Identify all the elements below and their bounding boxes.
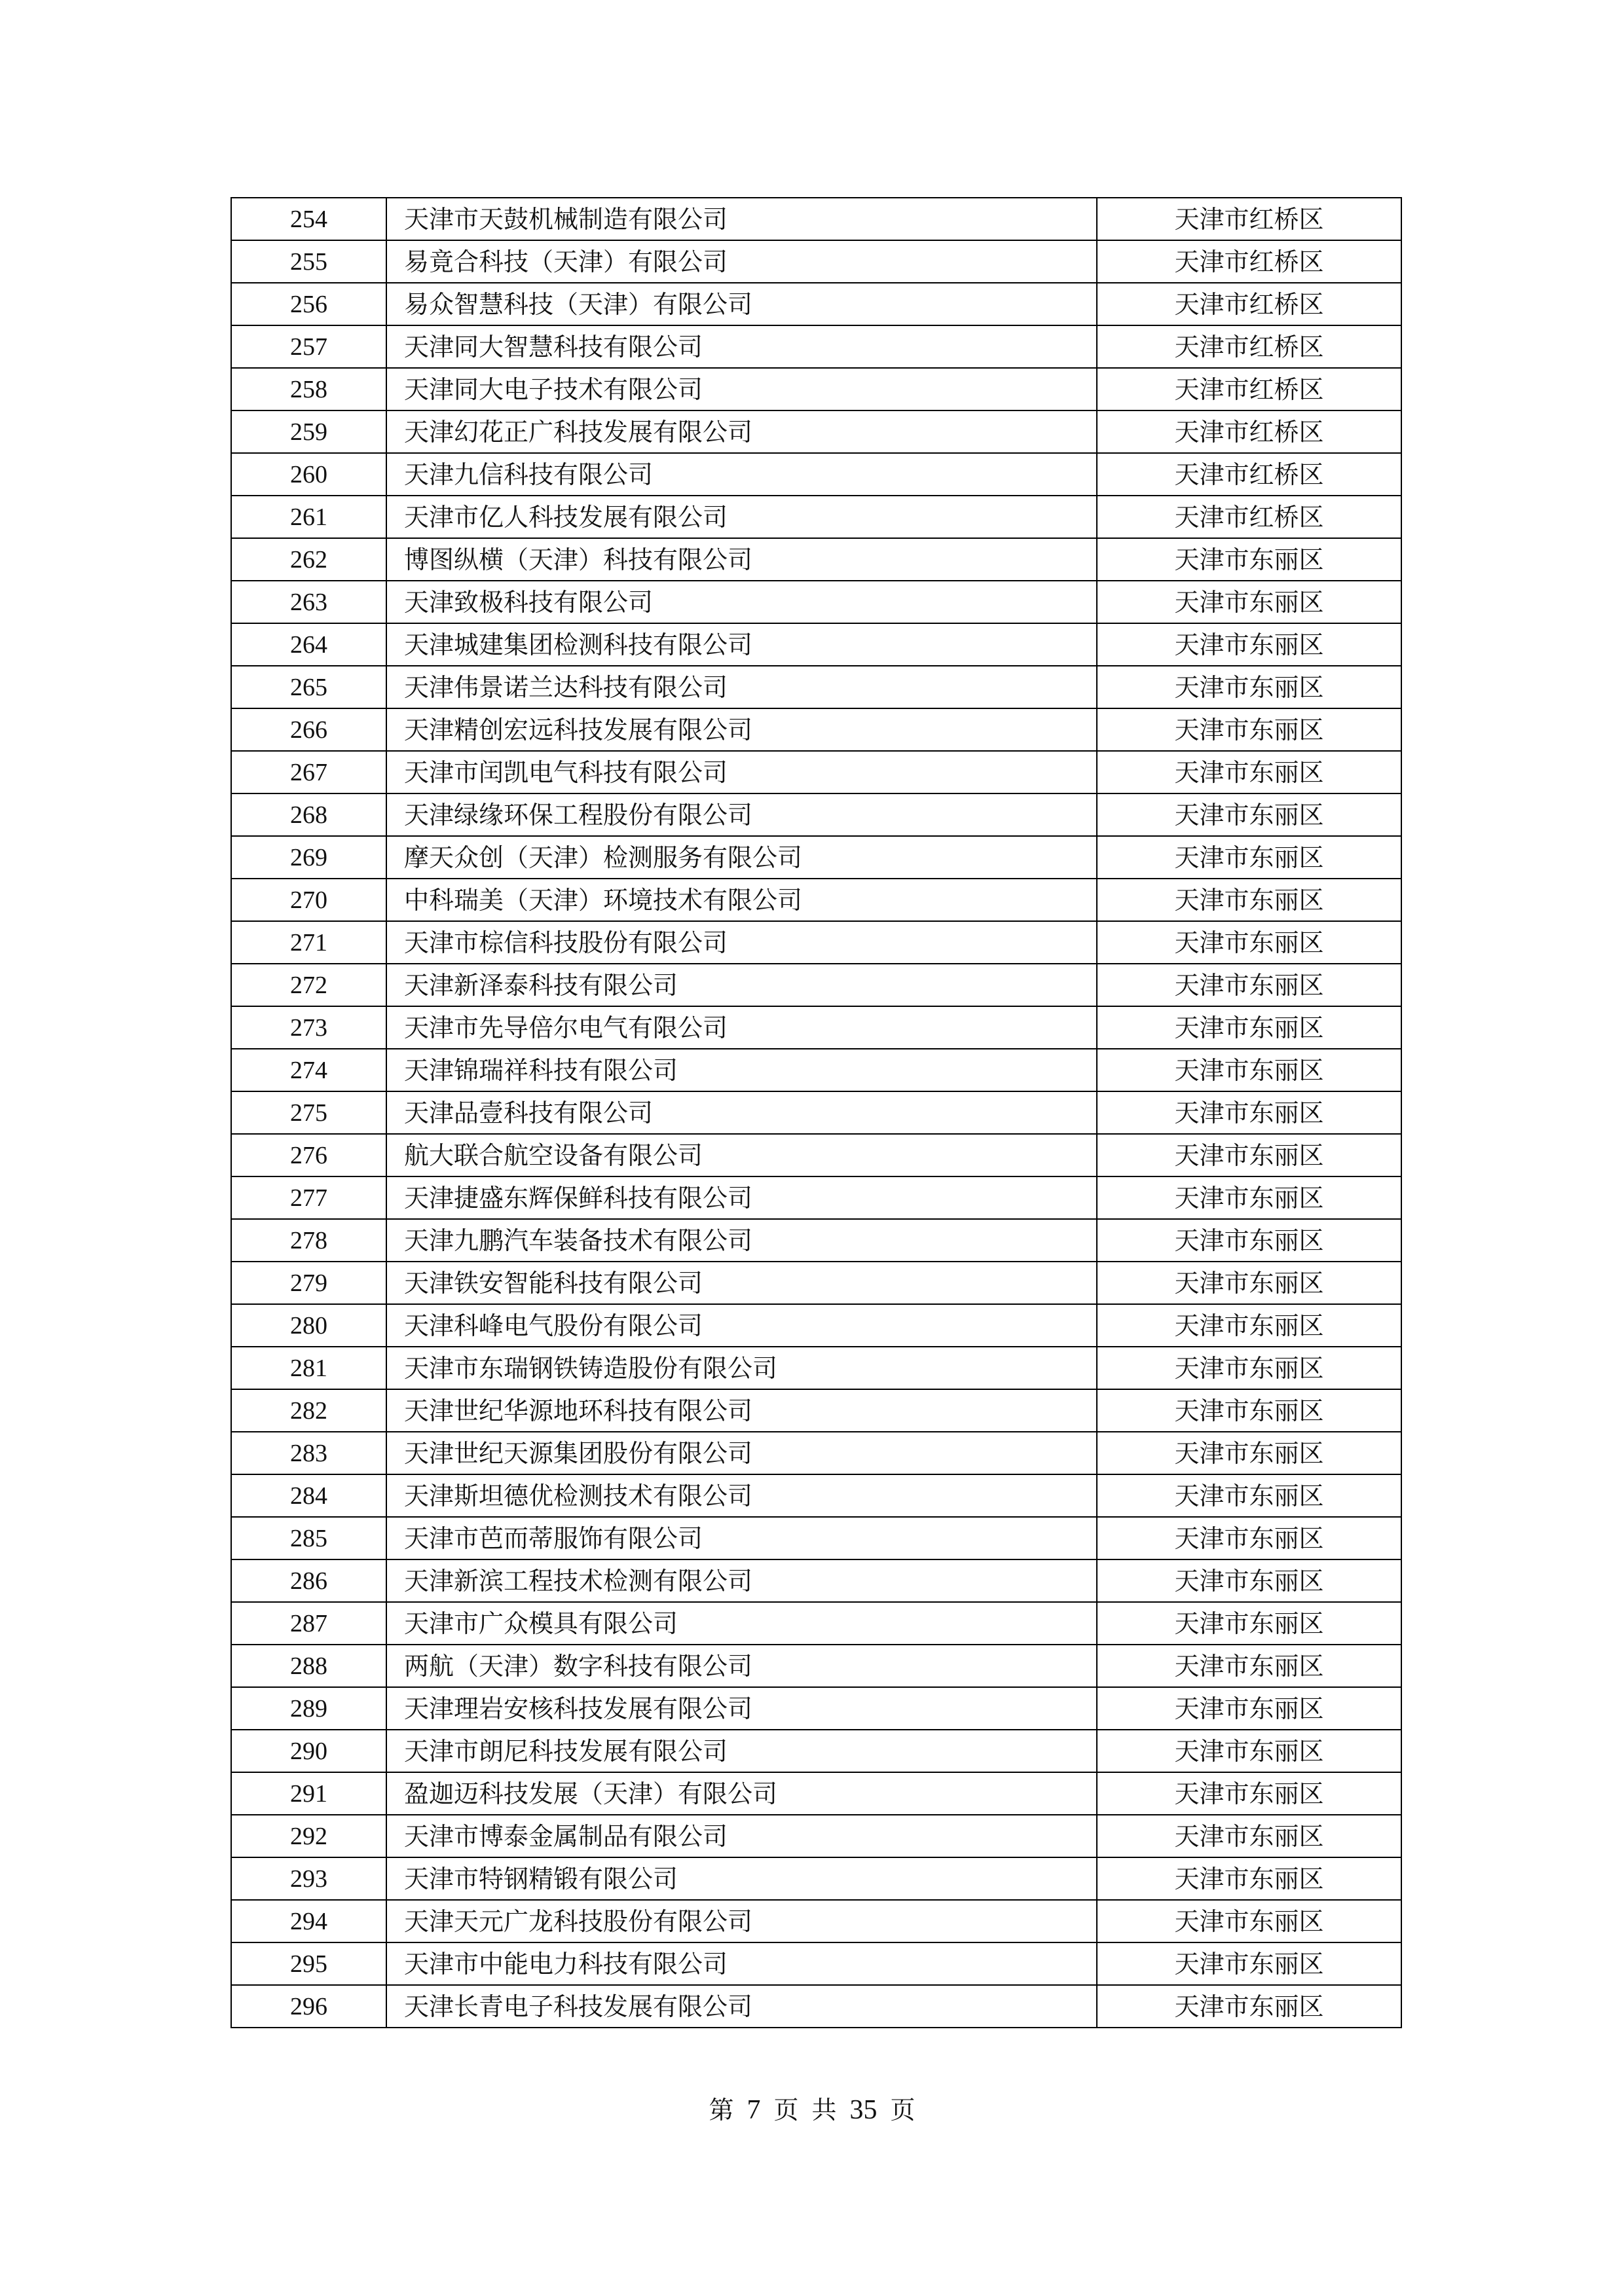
- company-name-cell: 天津市亿人科技发展有限公司: [386, 496, 1097, 538]
- table-row: [231, 240, 1401, 283]
- company-name-cell: 天津城建集团检测科技有限公司: [386, 623, 1097, 666]
- row-number-cell: 291: [231, 1772, 386, 1815]
- row-number-cell: 261: [231, 496, 386, 538]
- district-cell: 天津市东丽区: [1097, 1347, 1401, 1389]
- row-number-cell: 277: [231, 1176, 386, 1219]
- company-name-cell: 天津市先导倍尔电气有限公司: [386, 1006, 1097, 1049]
- footer-page-word: 页: [773, 2096, 799, 2124]
- row-number-cell: 289: [231, 1687, 386, 1730]
- district-cell: 天津市红桥区: [1097, 410, 1401, 453]
- company-name-cell: 天津九信科技有限公司: [386, 453, 1097, 496]
- row-number-cell: 281: [231, 1347, 386, 1389]
- table-row: [231, 879, 1401, 921]
- district-cell: 天津市东丽区: [1097, 1304, 1401, 1347]
- row-number-cell: 254: [231, 198, 386, 240]
- row-number-cell: 266: [231, 708, 386, 751]
- table-row: [231, 1176, 1401, 1219]
- table-row: [231, 1772, 1401, 1815]
- table-row: [231, 708, 1401, 751]
- table-row: [231, 1304, 1401, 1347]
- company-name-cell: 易众智慧科技（天津）有限公司: [386, 283, 1097, 325]
- district-cell: 天津市东丽区: [1097, 1389, 1401, 1432]
- company-name-cell: 盈迦迈科技发展（天津）有限公司: [386, 1772, 1097, 1815]
- row-number-cell: 286: [231, 1559, 386, 1602]
- row-number-cell: 271: [231, 921, 386, 964]
- district-cell: 天津市红桥区: [1097, 198, 1401, 240]
- company-name-cell: 天津市博泰金属制品有限公司: [386, 1815, 1097, 1857]
- row-number-cell: 292: [231, 1815, 386, 1857]
- district-cell: 天津市红桥区: [1097, 368, 1401, 410]
- table-row: [231, 1474, 1401, 1517]
- district-cell: 天津市东丽区: [1097, 1176, 1401, 1219]
- row-number-cell: 260: [231, 453, 386, 496]
- total-page-count: 35: [849, 2095, 877, 2125]
- table-row: [231, 198, 1401, 240]
- company-name-cell: 天津理岩安核科技发展有限公司: [386, 1687, 1097, 1730]
- row-number-cell: 272: [231, 964, 386, 1006]
- row-number-cell: 257: [231, 325, 386, 368]
- district-cell: 天津市东丽区: [1097, 708, 1401, 751]
- table-row: [231, 793, 1401, 836]
- district-cell: 天津市东丽区: [1097, 879, 1401, 921]
- district-cell: 天津市东丽区: [1097, 1432, 1401, 1474]
- row-number-cell: 269: [231, 836, 386, 879]
- company-name-cell: 中科瑞美（天津）环境技术有限公司: [386, 879, 1097, 921]
- row-number-cell: 283: [231, 1432, 386, 1474]
- company-name-cell: 天津市芭而蒂服饰有限公司: [386, 1517, 1097, 1559]
- footer-suffix: 页: [890, 2096, 915, 2124]
- row-number-cell: 268: [231, 793, 386, 836]
- company-name-cell: 易竟合科技（天津）有限公司: [386, 240, 1097, 283]
- company-name-cell: 天津品壹科技有限公司: [386, 1091, 1097, 1134]
- table-row: [231, 964, 1401, 1006]
- table-row: [231, 1091, 1401, 1134]
- table-row: [231, 1006, 1401, 1049]
- district-cell: 天津市东丽区: [1097, 921, 1401, 964]
- company-name-cell: 天津市天鼓机械制造有限公司: [386, 198, 1097, 240]
- table-row: [231, 1815, 1401, 1857]
- company-name-cell: 博图纵横（天津）科技有限公司: [386, 538, 1097, 581]
- district-cell: 天津市东丽区: [1097, 836, 1401, 879]
- company-name-cell: 天津精创宏远科技发展有限公司: [386, 708, 1097, 751]
- footer-total-word: 共: [811, 2096, 837, 2124]
- row-number-cell: 259: [231, 410, 386, 453]
- company-name-cell: 航大联合航空设备有限公司: [386, 1134, 1097, 1176]
- district-cell: 天津市东丽区: [1097, 1474, 1401, 1517]
- district-cell: 天津市东丽区: [1097, 964, 1401, 1006]
- table-row: [231, 1602, 1401, 1645]
- table-row: [231, 1730, 1401, 1772]
- district-cell: 天津市东丽区: [1097, 1985, 1401, 2028]
- row-number-cell: 280: [231, 1304, 386, 1347]
- company-name-cell: 天津新滨工程技术检测有限公司: [386, 1559, 1097, 1602]
- row-number-cell: 267: [231, 751, 386, 793]
- table-row: [231, 666, 1401, 708]
- table-body: [231, 198, 1401, 2028]
- company-name-cell: 天津锦瑞祥科技有限公司: [386, 1049, 1097, 1091]
- page-footer: [0, 2090, 1624, 2126]
- company-name-cell: 天津科峰电气股份有限公司: [386, 1304, 1097, 1347]
- table-row: [231, 1857, 1401, 1900]
- company-name-cell: 天津九鹏汽车装备技术有限公司: [386, 1219, 1097, 1262]
- company-name-cell: 天津斯坦德优检测技术有限公司: [386, 1474, 1097, 1517]
- table-row: [231, 1517, 1401, 1559]
- row-number-cell: 288: [231, 1645, 386, 1687]
- district-cell: 天津市东丽区: [1097, 1772, 1401, 1815]
- company-name-cell: 天津市广众模具有限公司: [386, 1602, 1097, 1645]
- company-name-cell: 天津同大电子技术有限公司: [386, 368, 1097, 410]
- district-cell: 天津市红桥区: [1097, 453, 1401, 496]
- table-row: [231, 453, 1401, 496]
- row-number-cell: 293: [231, 1857, 386, 1900]
- footer-prefix: 第: [709, 2096, 734, 2124]
- district-cell: 天津市东丽区: [1097, 1219, 1401, 1262]
- company-list-table: [231, 197, 1402, 2028]
- table-row: [231, 623, 1401, 666]
- row-number-cell: 270: [231, 879, 386, 921]
- company-name-cell: 天津幻花正广科技发展有限公司: [386, 410, 1097, 453]
- row-number-cell: 273: [231, 1006, 386, 1049]
- table-row: [231, 283, 1401, 325]
- district-cell: 天津市东丽区: [1097, 751, 1401, 793]
- table-row: [231, 1262, 1401, 1304]
- row-number-cell: 263: [231, 581, 386, 623]
- district-cell: 天津市东丽区: [1097, 666, 1401, 708]
- table-row: [231, 1942, 1401, 1985]
- row-number-cell: 258: [231, 368, 386, 410]
- company-name-cell: 天津市朗尼科技发展有限公司: [386, 1730, 1097, 1772]
- row-number-cell: 287: [231, 1602, 386, 1645]
- district-cell: 天津市红桥区: [1097, 283, 1401, 325]
- district-cell: 天津市红桥区: [1097, 240, 1401, 283]
- district-cell: 天津市东丽区: [1097, 1730, 1401, 1772]
- district-cell: 天津市红桥区: [1097, 496, 1401, 538]
- table-row: [231, 368, 1401, 410]
- district-cell: 天津市东丽区: [1097, 1857, 1401, 1900]
- row-number-cell: 256: [231, 283, 386, 325]
- district-cell: 天津市东丽区: [1097, 1517, 1401, 1559]
- row-number-cell: 284: [231, 1474, 386, 1517]
- row-number-cell: 282: [231, 1389, 386, 1432]
- district-cell: 天津市东丽区: [1097, 1049, 1401, 1091]
- row-number-cell: 276: [231, 1134, 386, 1176]
- company-name-cell: 天津市东瑞钢铁铸造股份有限公司: [386, 1347, 1097, 1389]
- row-number-cell: 278: [231, 1219, 386, 1262]
- company-name-cell: 天津新泽泰科技有限公司: [386, 964, 1097, 1006]
- company-name-cell: 两航（天津）数字科技有限公司: [386, 1645, 1097, 1687]
- row-number-cell: 290: [231, 1730, 386, 1772]
- table-row: [231, 1985, 1401, 2028]
- district-cell: 天津市东丽区: [1097, 1602, 1401, 1645]
- company-name-cell: 天津致极科技有限公司: [386, 581, 1097, 623]
- district-cell: 天津市东丽区: [1097, 623, 1401, 666]
- table-row: [231, 581, 1401, 623]
- district-cell: 天津市东丽区: [1097, 1687, 1401, 1730]
- table-row: [231, 1389, 1401, 1432]
- district-cell: 天津市东丽区: [1097, 1900, 1401, 1942]
- company-name-cell: 天津天元广龙科技股份有限公司: [386, 1900, 1097, 1942]
- company-name-cell: 摩天众创（天津）检测服务有限公司: [386, 836, 1097, 879]
- table-row: [231, 1645, 1401, 1687]
- company-name-cell: 天津世纪华源地环科技有限公司: [386, 1389, 1097, 1432]
- district-cell: 天津市东丽区: [1097, 1559, 1401, 1602]
- district-cell: 天津市东丽区: [1097, 1262, 1401, 1304]
- row-number-cell: 275: [231, 1091, 386, 1134]
- row-number-cell: 279: [231, 1262, 386, 1304]
- district-cell: 天津市东丽区: [1097, 1091, 1401, 1134]
- company-name-cell: 天津铁安智能科技有限公司: [386, 1262, 1097, 1304]
- table-row: [231, 410, 1401, 453]
- company-name-cell: 天津伟景诺兰达科技有限公司: [386, 666, 1097, 708]
- table-row: [231, 1347, 1401, 1389]
- table-row: [231, 325, 1401, 368]
- row-number-cell: 265: [231, 666, 386, 708]
- row-number-cell: 255: [231, 240, 386, 283]
- company-name-cell: 天津市棕信科技股份有限公司: [386, 921, 1097, 964]
- company-name-cell: 天津绿缘环保工程股份有限公司: [386, 793, 1097, 836]
- district-cell: 天津市东丽区: [1097, 1942, 1401, 1985]
- company-name-cell: 天津市特钢精锻有限公司: [386, 1857, 1097, 1900]
- table-row: [231, 496, 1401, 538]
- row-number-cell: 274: [231, 1049, 386, 1091]
- row-number-cell: 264: [231, 623, 386, 666]
- district-cell: 天津市东丽区: [1097, 1645, 1401, 1687]
- district-cell: 天津市东丽区: [1097, 538, 1401, 581]
- current-page-number: 7: [747, 2095, 761, 2125]
- table-row: [231, 1134, 1401, 1176]
- row-number-cell: 262: [231, 538, 386, 581]
- table-row: [231, 1900, 1401, 1942]
- company-name-cell: 天津长青电子科技发展有限公司: [386, 1985, 1097, 2028]
- company-name-cell: 天津捷盛东辉保鲜科技有限公司: [386, 1176, 1097, 1219]
- company-name-cell: 天津同大智慧科技有限公司: [386, 325, 1097, 368]
- row-number-cell: 296: [231, 1985, 386, 2028]
- company-name-cell: 天津世纪天源集团股份有限公司: [386, 1432, 1097, 1474]
- row-number-cell: 295: [231, 1942, 386, 1985]
- company-name-cell: 天津市闰凯电气科技有限公司: [386, 751, 1097, 793]
- district-cell: 天津市东丽区: [1097, 1006, 1401, 1049]
- district-cell: 天津市东丽区: [1097, 1134, 1401, 1176]
- district-cell: 天津市东丽区: [1097, 793, 1401, 836]
- table-row: [231, 836, 1401, 879]
- district-cell: 天津市东丽区: [1097, 581, 1401, 623]
- table-row: [231, 1432, 1401, 1474]
- table-row: [231, 751, 1401, 793]
- table-row: [231, 921, 1401, 964]
- table-row: [231, 538, 1401, 581]
- district-cell: 天津市东丽区: [1097, 1815, 1401, 1857]
- table-row: [231, 1049, 1401, 1091]
- table-row: [231, 1687, 1401, 1730]
- table-row: [231, 1559, 1401, 1602]
- table-row: [231, 1219, 1401, 1262]
- company-name-cell: 天津市中能电力科技有限公司: [386, 1942, 1097, 1985]
- district-cell: 天津市红桥区: [1097, 325, 1401, 368]
- row-number-cell: 294: [231, 1900, 386, 1942]
- row-number-cell: 285: [231, 1517, 386, 1559]
